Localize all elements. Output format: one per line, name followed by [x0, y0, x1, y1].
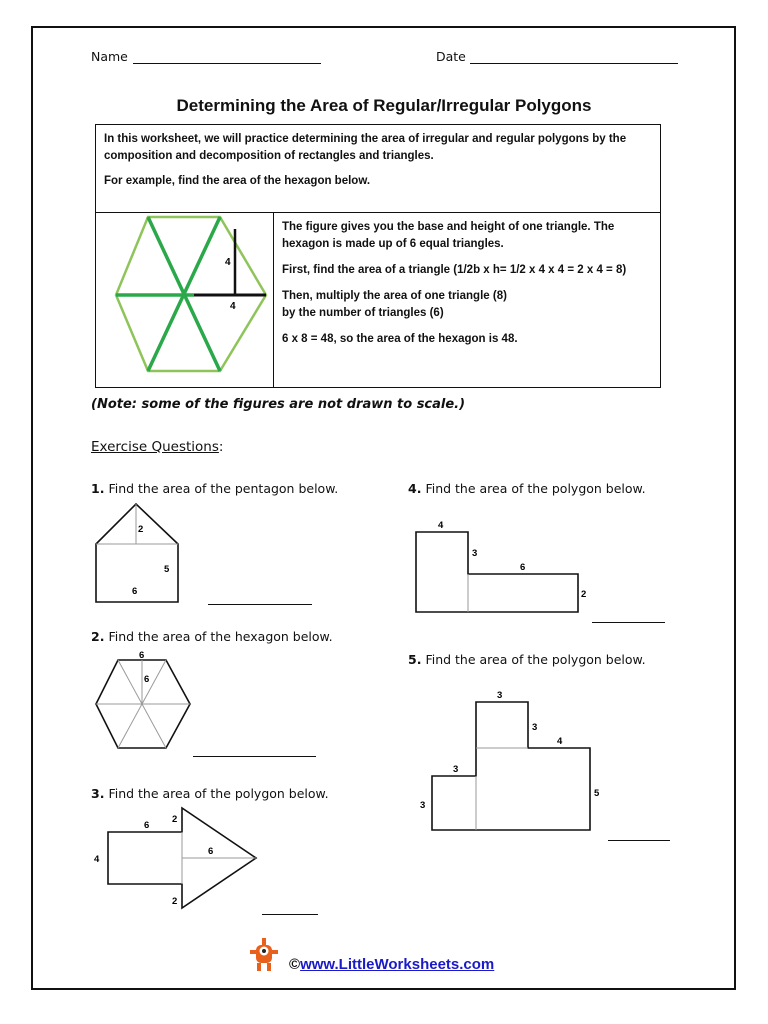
fig-base-label: 4 [230, 301, 236, 312]
explanation-1: The figure gives you the base and height of one triangle. The hexagon is made up of 6 equal triangles. [282, 221, 615, 250]
explanation-3a: Then, multiply the area of one triangle (8) [282, 290, 507, 302]
explanation-2: First, find the area of a triangle (1/2b x h= 1/2 x 4 x 4 = 2 x 4 = 8) [282, 264, 627, 276]
page-title: Determining the Area of Regular/Irregular Polygons [176, 96, 592, 115]
answer-line-5[interactable] [608, 840, 670, 841]
l-polygon-figure [408, 516, 594, 616]
intro-line-1: In this worksheet, we will practice determining the area of irregular and regular polygons by the composition and decomposition of rectangles and triangles. [104, 133, 627, 162]
q2-label-side: 6 [139, 650, 145, 661]
answer-line-1[interactable] [208, 604, 312, 605]
q3-label-notch-bottom: 2 [172, 896, 178, 907]
q5-label-upper-step: 3 [532, 722, 538, 733]
intro-text [96, 125, 660, 213]
explanation-3b: by the number of triangles (6) [282, 307, 444, 319]
q1-label-base: 6 [132, 586, 138, 597]
q5-label-left-shelf: 3 [453, 764, 459, 775]
q1-label-height: 2 [138, 524, 144, 535]
mascot-logo [247, 936, 281, 974]
question-3: 3. Find the area of the polygon below. [91, 786, 329, 801]
q1-label-side: 5 [164, 564, 170, 575]
intro-box [95, 124, 661, 388]
exercise-heading: Exercise Questions: [91, 439, 224, 455]
name-label: Name [91, 49, 128, 64]
q5-label-left: 3 [420, 800, 426, 811]
scale-note: (Note: some of the figures are not drawn to scale.) [91, 397, 466, 412]
stepped-polygon-figure [416, 686, 612, 832]
q3-label-height: 6 [208, 846, 214, 857]
example-explanation [274, 213, 660, 363]
footer [289, 956, 494, 973]
pentagon-figure [92, 500, 188, 606]
question-1: 1. Find the area of the pentagon below. [91, 481, 339, 496]
copyright-symbol: © [289, 956, 301, 973]
example-figure [96, 213, 274, 387]
question-2: 2. Find the area of the hexagon below. [91, 629, 333, 644]
answer-line-2[interactable] [193, 756, 316, 757]
name-line[interactable] [133, 63, 321, 64]
date-line[interactable] [470, 63, 678, 64]
hexagon-figure [92, 648, 192, 752]
website-link[interactable]: www.LittleWorksheets.com [300, 956, 495, 973]
q5-label-right-shelf: 4 [557, 736, 563, 747]
q5-label-top: 3 [497, 690, 503, 701]
fig-height-label: 4 [225, 257, 231, 268]
q4-label-step: 3 [472, 548, 478, 559]
q4-label-top: 4 [438, 520, 444, 531]
q3-label-notch-top: 2 [172, 814, 178, 825]
q4-label-shelf: 6 [520, 562, 526, 573]
date-label: Date [436, 49, 466, 64]
example-hexagon [96, 213, 272, 385]
question-5: 5. Find the area of the polygon below. [408, 652, 646, 667]
answer-line-4[interactable] [592, 622, 665, 623]
q4-label-right: 2 [581, 589, 587, 600]
q2-label-height: 6 [144, 674, 150, 685]
explanation-4: 6 x 8 = 48, so the area of the hexagon is 48. [282, 333, 518, 345]
answer-line-3[interactable] [262, 914, 318, 915]
q3-label-top: 6 [144, 820, 150, 831]
intro-line-2: For example, find the area of the hexagon below. [104, 175, 371, 187]
arrow-polygon-figure [92, 804, 262, 912]
question-4: 4. Find the area of the polygon below. [408, 481, 646, 496]
q5-label-right: 5 [594, 788, 600, 799]
q3-label-left: 4 [94, 854, 100, 865]
